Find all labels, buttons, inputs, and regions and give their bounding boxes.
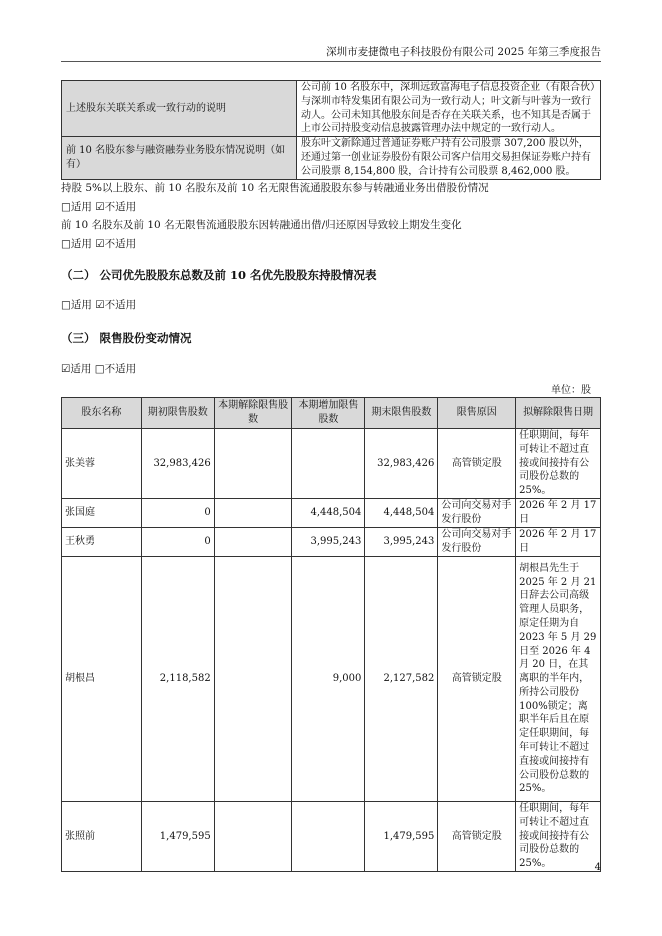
cell-added: 4,448,504 <box>292 499 365 528</box>
cell-name: 王秋勇 <box>62 528 142 557</box>
table-row <box>62 137 601 179</box>
cell-ending: 4,448,504 <box>365 499 438 528</box>
cell-added <box>292 429 365 499</box>
row-label: 上述股东关联关系或一致行动的说明 <box>62 81 297 137</box>
shareholder-relation-table <box>61 80 601 180</box>
cell-ending: 1,479,595 <box>365 802 438 872</box>
applicability-checkbox: □适用 ☑不适用 <box>61 201 137 213</box>
restricted-shares-table <box>61 397 601 872</box>
column-header: 本期增加限售股数 <box>292 398 365 429</box>
page-header: 深圳市麦捷微电子科技股份有限公司 2025 年第三季度报告 <box>61 44 601 62</box>
table-row <box>62 557 601 802</box>
cell-released <box>214 528 292 557</box>
cell-ending: 3,995,243 <box>365 528 438 557</box>
page-number: 4 <box>594 862 601 873</box>
row-value: 股东叶文新除通过普通证券账户持有公司股票 307,200 股以外，还通过第一创业证券股份有限公司客户信用交易担保证券账户持有公司股票 8,154,800 股，合计持有公司股票 8,462,000 股。 <box>297 137 601 179</box>
cell-release-date: 2026 年 2 月 17 日 <box>516 499 601 528</box>
cell-added: 3,995,243 <box>292 528 365 557</box>
cell-added <box>292 802 365 872</box>
cell-released <box>214 557 292 802</box>
cell-reason: 高管锁定股 <box>438 557 516 802</box>
cell-ending: 32,983,426 <box>365 429 438 499</box>
cell-reason: 高管锁定股 <box>438 429 516 499</box>
section-heading-preferred-shares: （二） 公司优先股股东总数及前 10 名优先股股东持股情况表 <box>61 268 377 282</box>
cell-released <box>214 802 292 872</box>
column-header: 股东名称 <box>62 398 142 429</box>
cell-release-date: 胡根昌先生于 2025 年 2 月 21 日辞去公司高级管理人员职务，原定任期为自 2023 年 5 月 29 日至 2026 年 4 月 20 日，在其离职的半年内，所持公司股份 100%锁定；离职半年后且在原定任职期间，每年可转让不超过直接或间接持有公司股份总数的 25%。 <box>516 557 601 802</box>
table-row <box>62 802 601 872</box>
table-row <box>62 81 601 137</box>
cell-initial: 32,983,426 <box>141 429 214 499</box>
column-header: 期初限售股数 <box>141 398 214 429</box>
applicability-checkbox: □适用 ☑不适用 <box>61 238 137 250</box>
cell-initial: 0 <box>141 499 214 528</box>
applicability-checkbox: □适用 ☑不适用 <box>61 299 137 311</box>
unit-label: 单位：股 <box>551 385 591 396</box>
cell-ending: 2,127,582 <box>365 557 438 802</box>
cell-released <box>214 429 292 499</box>
cell-initial: 2,118,582 <box>141 557 214 802</box>
cell-name: 张照前 <box>62 802 142 872</box>
table-row <box>62 429 601 499</box>
column-header: 拟解除限售日期 <box>516 398 601 429</box>
column-header: 本期解除限售股数 <box>214 398 292 429</box>
section-heading-restricted-shares: （三） 限售股份变动情况 <box>61 331 192 345</box>
row-label: 前 10 名股东参与融资融券业务股东情况说明（如有） <box>62 137 297 179</box>
row-value: 公司前 10 名股东中，深圳远致富海电子信息投资企业（有限合伙）与深圳市特发集团有限公司为一致行动人；叶文新与叶蓉为一致行动人。公司未知其他股东间是否存在关联关系，也不知其是否属于上市公司持股变动信息披露管理办法中规定的一致行动人。 <box>297 81 601 137</box>
cell-reason: 高管锁定股 <box>438 802 516 872</box>
cell-release-date: 任职期间，每年可转让不超过直接或间接持有公司股份总数的 25%。 <box>516 429 601 499</box>
lending-change-note: 前 10 名股东及前 10 名无限售流通股股东因转融通出借/归还原因导致较上期发生变化 <box>61 219 462 231</box>
cell-release-date: 2026 年 2 月 17 日 <box>516 528 601 557</box>
cell-reason: 公司向交易对手发行股份 <box>438 499 516 528</box>
table-row <box>62 499 601 528</box>
cell-release-date: 任职期间，每年可转让不超过直接或间接持有公司股份总数的 25%。 <box>516 802 601 872</box>
applicability-checkbox: ☑适用 □不适用 <box>61 363 137 375</box>
cell-released <box>214 499 292 528</box>
cell-name: 张美蓉 <box>62 429 142 499</box>
cell-name: 张国庭 <box>62 499 142 528</box>
cell-name: 胡根昌 <box>62 557 142 802</box>
cell-added: 9,000 <box>292 557 365 802</box>
table-header-row <box>62 398 601 429</box>
lending-note: 持股 5%以上股东、前 10 名股东及前 10 名无限售流通股股东参与转融通业务出借股份情况 <box>61 182 489 194</box>
cell-reason: 公司向交易对手发行股份 <box>438 528 516 557</box>
column-header: 期末限售股数 <box>365 398 438 429</box>
cell-initial: 0 <box>141 528 214 557</box>
table-row <box>62 528 601 557</box>
cell-initial: 1,479,595 <box>141 802 214 872</box>
column-header: 限售原因 <box>438 398 516 429</box>
